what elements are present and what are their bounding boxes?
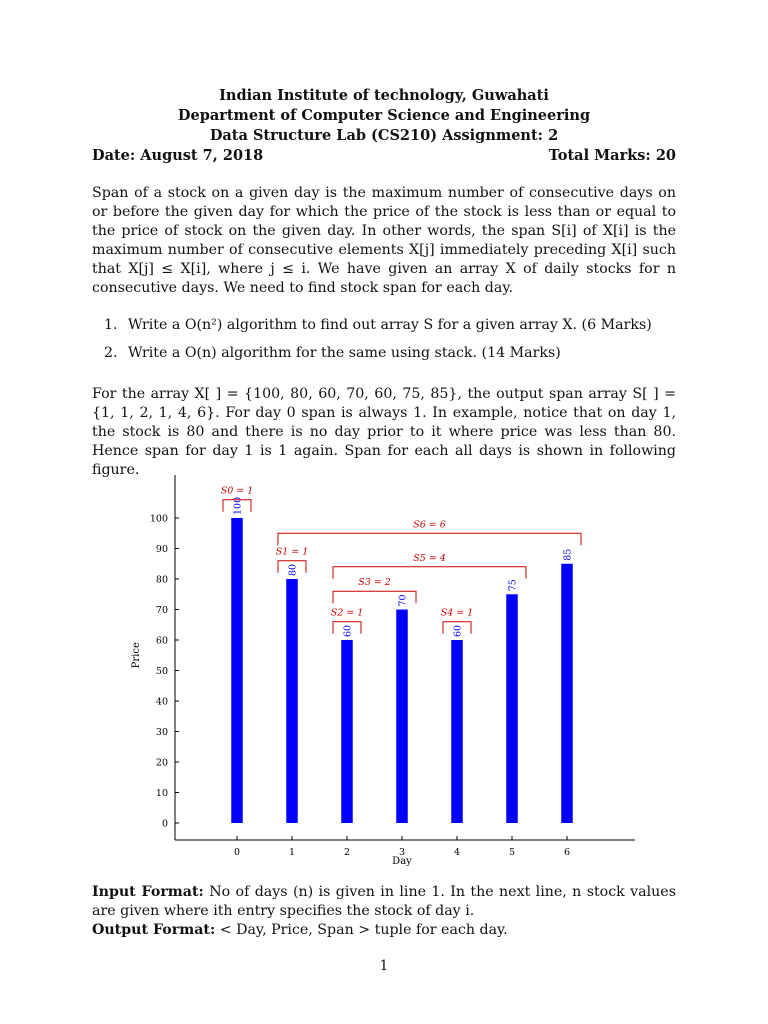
task-item	[104, 316, 674, 335]
assignment-title: Data Structure Lab (CS210) Assignment: 2	[209, 127, 559, 144]
span-label: S3 = 2	[358, 577, 391, 589]
x-tick-label: 5	[508, 847, 516, 858]
bar-value-label: 80	[287, 563, 299, 576]
task-number: 1.	[104, 317, 118, 333]
x-tick-label: 6	[563, 847, 571, 858]
bar-value-label: 85	[562, 548, 574, 561]
task-text: Write a O(n²) algorithm to find out array S for a given array X. (6 Marks)	[128, 317, 652, 333]
span-label: S1 = 1	[275, 546, 309, 558]
span-bracket	[278, 533, 581, 545]
span-label: S6 = 6	[413, 519, 446, 531]
assignment-date: Date: August 7, 2018	[92, 147, 264, 164]
y-tick-label: 100	[149, 513, 168, 525]
y-tick-label: 10	[155, 788, 168, 799]
span-label: S4 = 1	[440, 607, 474, 619]
bar-value-label: 60	[342, 624, 354, 637]
y-tick-label: 50	[155, 666, 168, 677]
institute-name: Indian Institute of technology, Guwahati	[219, 87, 549, 104]
x-tick-label: 1	[288, 847, 296, 858]
intro-paragraph: Span of a stock on a given day is the maximum number of consecutive days on or before the given day for which the price of the stock is less than or equal to the price of stock on the given day. In other words, the span S[i] of X[i] is the maximum number of consecutive elements X[j] immediately preceding X[i] such that X[j] ≤ X[i], where j ≤ i. We have given an array X of daily stocks for n consecutive days. We need to find stock span for each day.	[92, 185, 676, 296]
bar	[341, 640, 353, 823]
y-tick-label: 0	[161, 818, 168, 830]
x-tick-label: 4	[453, 847, 461, 858]
span-label: S0 = 1	[220, 485, 254, 497]
bar	[286, 579, 298, 823]
span-label: S2 = 1	[330, 607, 364, 619]
chart-svg	[120, 470, 650, 870]
bar	[561, 564, 573, 823]
page-number: 1	[379, 958, 389, 974]
date-marks-row	[92, 146, 676, 166]
chart-axes	[131, 475, 635, 867]
stock-span-chart	[120, 470, 650, 870]
x-tick-label: 2	[343, 847, 351, 858]
example-paragraph: For the array X[ ] = {100, 80, 60, 70, 60, 75, 85}, the output span array S[ ] = {1, 1, 2, 1, 4, 6}. For day 0 span is always 1. In example, notice that on day 1, the stock is 80 and there is no day prior to it where price was less than 80. Hence span for day 1 is 1 again. Span for each all days is shown in following figure.	[92, 386, 676, 478]
y-tick-label: 30	[155, 727, 168, 738]
output-format-label: Output Format:	[92, 922, 216, 938]
y-tick-label: 80	[155, 574, 168, 586]
y-axis-label: Price	[131, 642, 142, 669]
y-tick-label: 20	[155, 757, 168, 769]
task-list	[104, 316, 674, 372]
task-item	[104, 344, 674, 363]
bar-value-label: 70	[397, 594, 409, 607]
input-format-text: No of days (n) is given in line 1. In the next line, n stock values are given where ith entry specifies the stock of day i.	[92, 884, 676, 919]
format-section	[92, 883, 676, 940]
output-format-text: < Day, Price, Span > tuple for each day.	[219, 922, 508, 938]
bar	[396, 610, 408, 824]
y-tick-label: 90	[155, 544, 168, 555]
bar-value-label: 60	[452, 624, 464, 637]
task-number: 2.	[104, 345, 118, 361]
bar-value-label: 75	[507, 579, 519, 592]
y-tick-label: 70	[155, 605, 168, 616]
x-tick-label: 3	[398, 847, 406, 858]
bar	[231, 518, 243, 823]
total-marks: Total Marks: 20	[548, 147, 676, 164]
task-text: Write a O(n) algorithm for the same using stack. (14 Marks)	[128, 345, 561, 361]
bar	[506, 594, 518, 823]
input-format-label: Input Format:	[92, 884, 204, 900]
document-header	[92, 86, 676, 166]
bar-value-label: 100	[232, 496, 244, 515]
bar	[451, 640, 463, 823]
y-tick-label: 60	[155, 635, 168, 647]
x-tick-label: 0	[233, 847, 241, 858]
department-name: Department of Computer Science and Engineering	[177, 107, 591, 124]
span-label: S5 = 4	[413, 552, 446, 564]
y-tick-label: 40	[155, 696, 168, 708]
x-axis-label: Day	[392, 856, 412, 867]
